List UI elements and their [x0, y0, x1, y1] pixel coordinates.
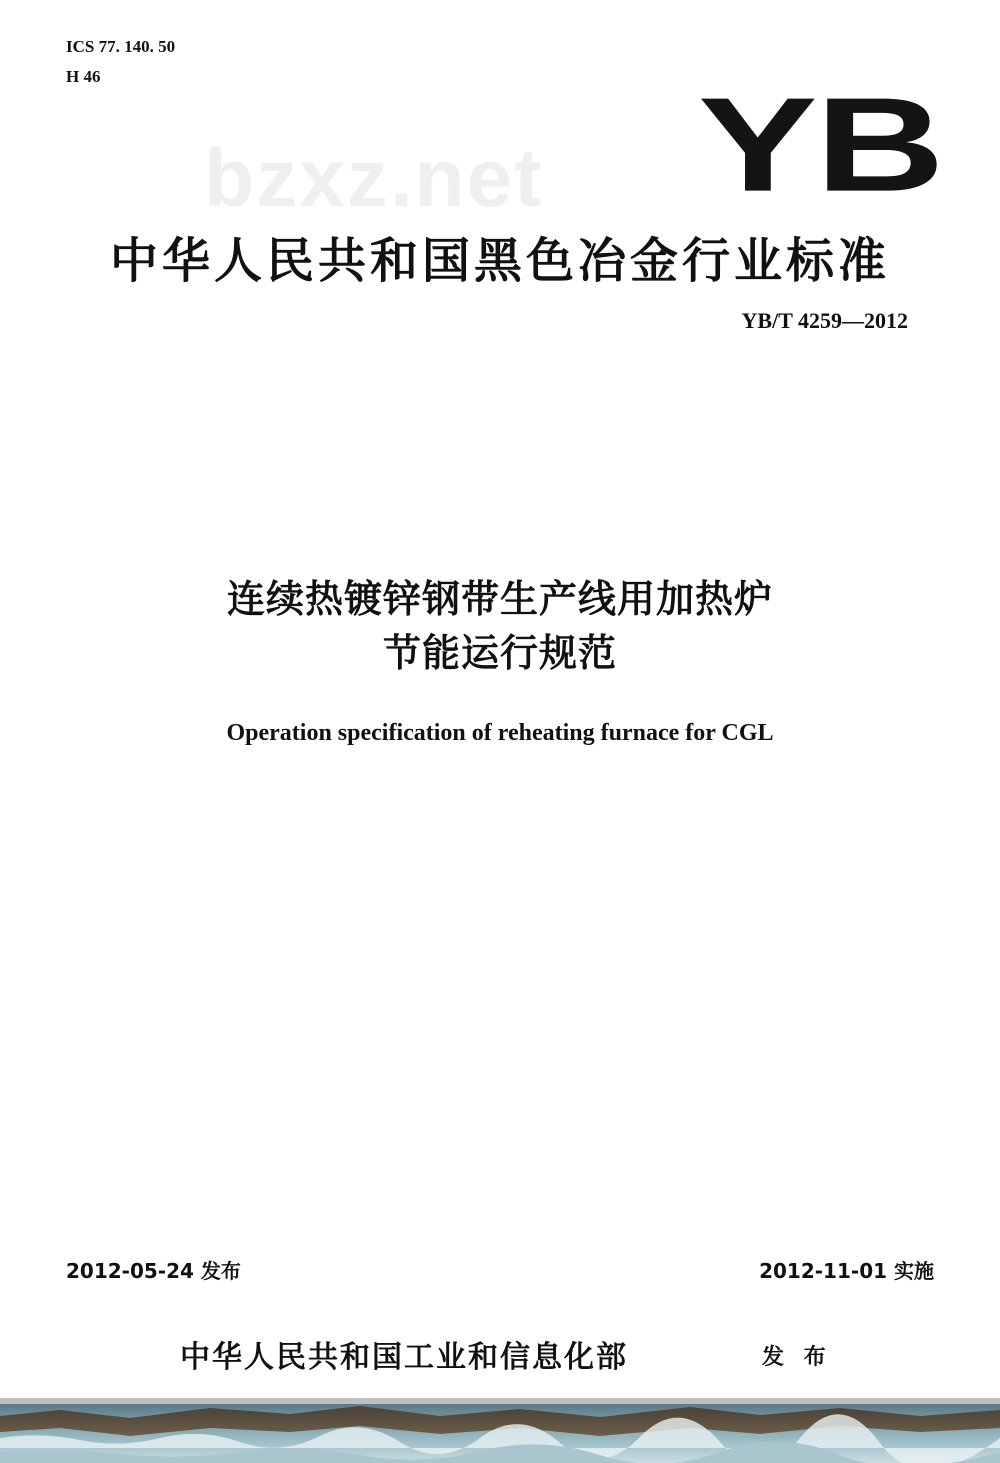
- watermark: bzxz.net: [204, 133, 544, 224]
- document-title-cn: [0, 572, 1000, 680]
- seascape-illustration: [0, 1398, 1000, 1463]
- ccs-code: H 46: [66, 67, 101, 86]
- yb-logo: YB: [698, 70, 943, 220]
- issue-date: 2012-05-24 发布: [66, 1259, 241, 1283]
- standard-number: YB/T 4259—2012: [741, 308, 908, 333]
- title-cn-line-1: 连续热镀锌钢带生产线用加热炉: [226, 577, 773, 621]
- standard-category-title: 中华人民共和国黑色冶金行业标准: [109, 233, 890, 289]
- footer-rule: [0, 1398, 1000, 1404]
- document-title-en: Operation specification of reheating furnace for CGL: [226, 720, 774, 746]
- implementation-date: 2012-11-01 实施: [759, 1259, 934, 1283]
- title-cn-line-2: 节能运行规范: [382, 631, 617, 675]
- publish-label: 发 布: [762, 1345, 832, 1370]
- ics-code: ICS 77. 140. 50: [66, 37, 176, 56]
- publisher-name: 中华人民共和国工业和信息化部: [180, 1340, 628, 1375]
- seascape-footer-image: [0, 1398, 1000, 1463]
- classification-codes: [66, 32, 175, 92]
